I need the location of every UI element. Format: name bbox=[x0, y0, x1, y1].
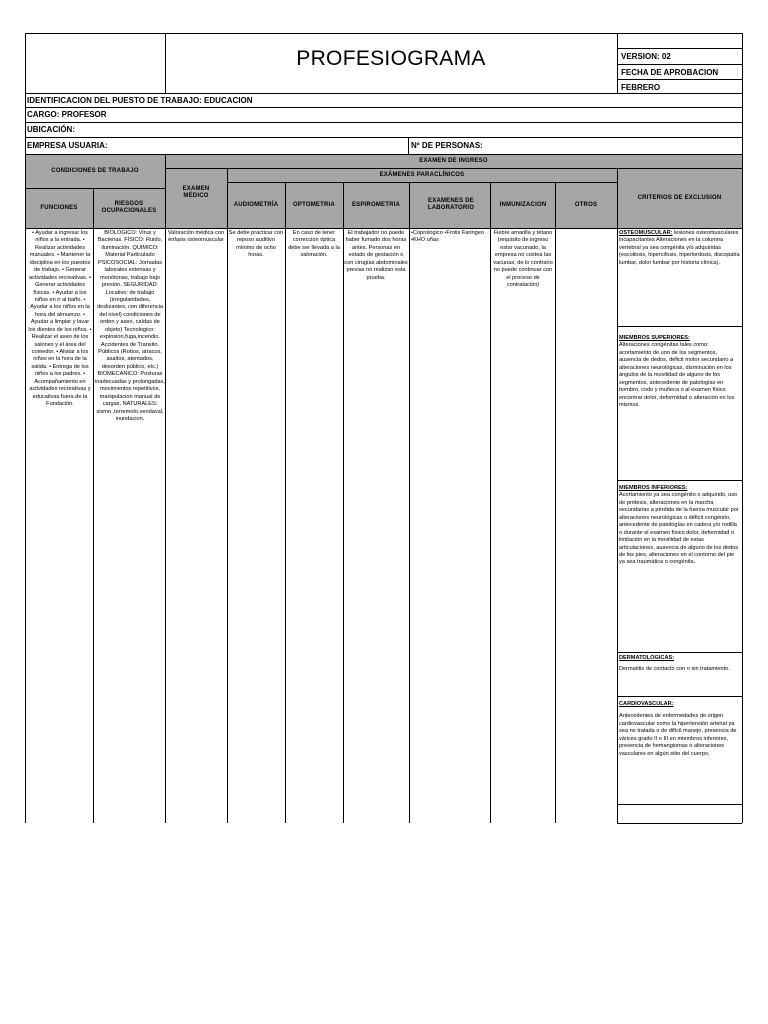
grid-line bbox=[165, 168, 742, 169]
espirometria-cell: El trabajador no puede haber fumado dos horas antes. Personas en estado de gestación o con cirugías abdominales previas no realizan esta prueba. bbox=[344, 230, 408, 281]
funciones-header: FUNCIONES bbox=[40, 204, 78, 211]
condiciones-trabajo-header: CONDICIONES DE TRABAJO bbox=[51, 167, 139, 174]
grid-line bbox=[742, 33, 743, 823]
examen-ingreso-header: EXAMEN DE INGRESO bbox=[419, 157, 488, 164]
grid-line bbox=[25, 154, 742, 155]
ubicacion-label: UBICACIÓN: bbox=[27, 125, 75, 134]
grid-line bbox=[409, 182, 410, 823]
grid-line bbox=[343, 182, 344, 823]
optometria-header: OPTOMETRIA bbox=[293, 201, 335, 208]
examen-medico-header: EXAMEN MÉDICO bbox=[182, 186, 210, 199]
grid-line bbox=[25, 33, 26, 823]
criterio-cardiovascular bbox=[619, 701, 740, 805]
puesto-trabajo-label: IDENTIFICACION DEL PUESTO DE TRABAJO: EDUCACION bbox=[27, 96, 253, 105]
criterio-miembros-superiores bbox=[619, 335, 740, 477]
grid-line bbox=[617, 326, 742, 327]
grid-line bbox=[25, 107, 742, 108]
criterio-cardiovascular-text: Antecedentes de enfermedades de origen cardiovascular como la hipertensión arterial ya sea no tratada o de difícil manejo, presencia de várices grado II o III en miembros inferiores, presencia de hemangiomas o alteraciones vasculares en algún sitio del cuerpo. bbox=[619, 713, 737, 757]
inmunizacion-cell: Fiebre amarilla y tétano (requisito de ingreso estar vacunado, la empresa no costea las vacunas, de lo contrario no puede continuar con el proceso de contratación) bbox=[493, 230, 553, 289]
fecha-aprobacion-label: FECHA DE APROBACION bbox=[621, 68, 719, 77]
criterio-osteomuscular-title: OSTEOMUSCULAR: bbox=[619, 230, 673, 236]
criterio-dermatologicas bbox=[619, 655, 740, 693]
grid-line bbox=[617, 79, 742, 80]
audiometria-header: AUDIOMETRÍA bbox=[233, 201, 279, 208]
grid-line bbox=[617, 64, 742, 65]
funciones-cell: • Ayudar a ingresar los niños a la entrada. • Realizar actividades manuales. • Mantener la disciplina en los puestos de trabajo. • Generar actividades recreativas. • Generar actividades físicas. • Ayudar a los niños en ir al baño. • Ayudar a los niños en la hora del almuerzo. • Ayudar a limpiar y lavar los dientes de los niños. • Realizar el aseo de los salones y el área del comedor. • Alistar a los niños en la hora de la salida. • Entrega de los niños a los padres. • Acompañamiento en actividades recreativas y educativas fuera de la Fundación. bbox=[28, 230, 92, 408]
grid-line bbox=[617, 168, 618, 823]
version-label: VERSION: 02 bbox=[621, 52, 671, 61]
criterio-cardiovascular-title: CARDIOVASCULAR: bbox=[619, 701, 674, 707]
otros-cell bbox=[556, 230, 616, 290]
espirometria-header: ESPIROMETRIA bbox=[351, 201, 401, 208]
grid-line bbox=[408, 137, 409, 154]
criterio-dermatologicas-title: DERMATOLOGICAS: bbox=[619, 655, 675, 661]
grid-line bbox=[555, 182, 556, 823]
grid-line bbox=[617, 804, 742, 805]
laboratorio-header: EXAMENES DE LABORATORIO bbox=[427, 198, 475, 211]
grid-line bbox=[25, 122, 742, 123]
grid-line bbox=[617, 652, 742, 653]
empresa-usuaria-label: EMPRESA USUARIA: bbox=[27, 141, 108, 150]
criterios-exclusion-header: CRITERIOS DE EXCLUSION bbox=[637, 194, 722, 201]
grid-line bbox=[490, 182, 491, 823]
grid-line bbox=[617, 480, 742, 481]
riesgos-ocupacionales-header: RIESGOS OCUPACIONALES bbox=[101, 201, 157, 214]
grid-line bbox=[285, 182, 286, 823]
grid-line bbox=[25, 93, 742, 94]
grid-line bbox=[617, 33, 618, 93]
grid-line bbox=[617, 823, 742, 824]
grid-line bbox=[25, 228, 742, 229]
cargo-label: CARGO: PROFESOR bbox=[27, 110, 107, 119]
criterio-miembros-inferiores bbox=[619, 485, 740, 651]
criterio-miembros-superiores-text: Alteraciones congénitas tales como: acortamiento de uno de los segmentos, ausencia de dedos, déficit motor secundario a alteraciones neurológicas, disminución en los ángulos de la movilidad de alguno de los segmentos, antecedente de patologías en hombro, codo y muñeca o al examen físico encontrar dolor, deformidad o alteración en los mismos. bbox=[619, 342, 735, 408]
grid-line bbox=[93, 188, 94, 823]
numero-personas-label: Nº DE PERSONAS: bbox=[411, 141, 483, 150]
grid-line bbox=[617, 696, 742, 697]
criterio-osteomuscular bbox=[619, 230, 740, 324]
laboratorio-cell: •Coprologico •Frotis Faringeo •KHO uñas bbox=[411, 230, 484, 244]
paraclinicos-header: EXÁMENES PARACLÍNICOS bbox=[379, 171, 465, 178]
criterio-dermatologicas-text: Dermatitis de contacto con o sin tratamiento. bbox=[619, 666, 730, 673]
document-title: PROFESIOGRAMA bbox=[296, 47, 486, 70]
criterio-miembros-inferiores-text: Acortamiento ya sea congénito o adquirido, uso de prótesis, alteraciones en la marcha secundarias a pérdida de la fuerza muscular por alteraciones neurológicas o déficit congénito, antecedente de patologías en cadera y/o rodilla o durante el examen físico dolor, deformidad o limitación en la movilidad de estas articulaciones, ausencia de alguno de los dedos de los pies, alteraciones en el contorno del pie ya sea traumática o congénita. bbox=[619, 492, 739, 566]
grid-line bbox=[165, 33, 166, 93]
criterio-miembros-inferiores-title: MIEMBROS INFERIORES: bbox=[619, 485, 688, 491]
grid-line bbox=[25, 188, 165, 189]
grid-line bbox=[165, 154, 166, 823]
inmunizacion-header: INMUNIZACION bbox=[499, 201, 547, 208]
grid-line bbox=[25, 137, 742, 138]
otros-header: OTROS bbox=[574, 201, 598, 208]
optometria-cell: En caso de tener corrección óptica debe ser llevada a la valoración. bbox=[288, 230, 340, 259]
criterio-osteomuscular-text: lesiones osteomusculares incapacitantes Alteraciones en la columna vertebral ya sea congénita y/o adquiridas (escoliosis, hipercifosis, hiperlordosis, discopatía lumbar, dolor lumbar por historia clínica). bbox=[619, 230, 740, 266]
fecha-aprobacion-value: FEBRERO bbox=[621, 83, 661, 92]
grid-line bbox=[227, 168, 228, 823]
examen-medico-cell: Valoración médica con énfasis osteomuscular bbox=[167, 230, 225, 244]
audiometria-cell: Se debe practicar con reposo auditivo mínimo de ocho horas. bbox=[228, 230, 284, 259]
grid-line bbox=[25, 33, 742, 34]
profesiograma-sheet bbox=[25, 33, 742, 823]
riesgos-cell: BIOLOGICO: Virus y Bacterias. FÍSICO: Ruido, iluminación. QUIMICO: Material Particulado PSICOSOCIAL: Jornadas laborales extensas y monótonas, trabajo bajo presión. SEGURIDAD: Locativo: de trabajo (irregularidades, deslizantes, con diferencia del nivel) condiciones de orden y aseo, caídas de objeto) Tecnologico: explosion,fuga,incendio. Accidentes de Transito. Públicos (Robos, atracos, asaltos, atentados, desorden público, etc.) BIOMECANICO: Posturas inadecuadas y prolongadas, movimientos repetitivos, manipulacion manual de cargas, NATURALES: sismo ,terremoto,vendaval, inundacion. bbox=[95, 230, 165, 422]
grid-line bbox=[617, 48, 742, 49]
criterio-miembros-superiores-title: MIEMBROS SUPERIORES: bbox=[619, 335, 690, 341]
